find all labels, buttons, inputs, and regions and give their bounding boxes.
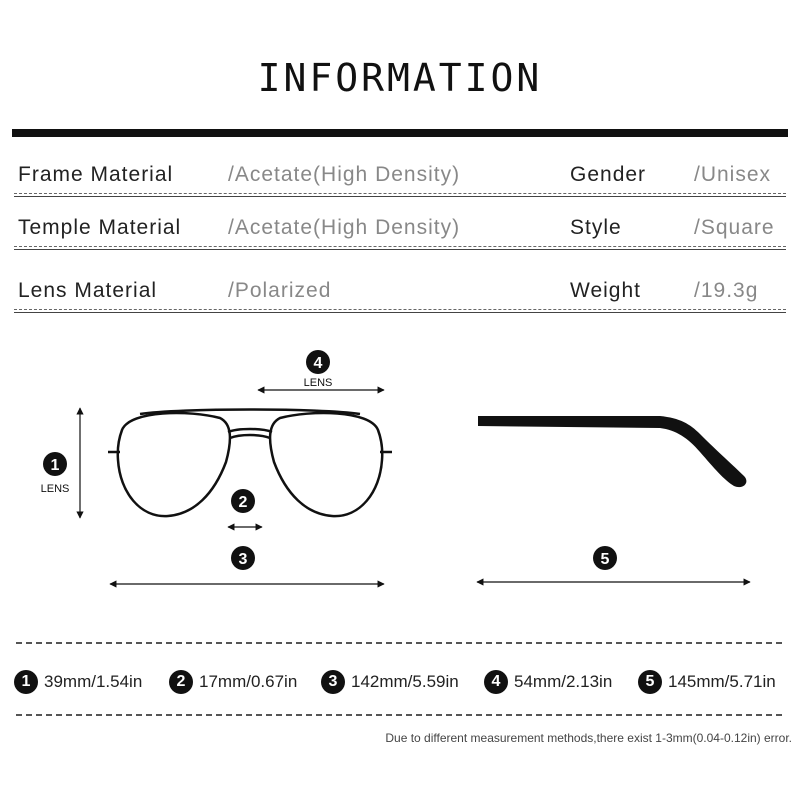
gender-label: Gender: [570, 163, 647, 186]
measurement-disclaimer: Due to different measurement methods,there exist 1-3mm(0.04-0.12in) error.: [385, 731, 792, 745]
weight-label: Weight: [570, 279, 641, 302]
frame-material-label: Frame Material: [18, 163, 174, 186]
style-label: Style: [570, 216, 622, 239]
glasses-diagram: [0, 340, 800, 610]
info-row-lens: [18, 279, 780, 313]
lens-material-label: Lens Material: [18, 279, 158, 302]
spec-lens-width: [484, 670, 612, 694]
marker-1: 1: [50, 457, 60, 474]
spec-4-badge: 4: [484, 670, 508, 694]
measurements-bar: [14, 670, 800, 700]
temple-material-label: Temple Material: [18, 216, 182, 239]
temple-material-value: /Acetate(High Density): [228, 216, 461, 239]
spec-bridge: [169, 670, 297, 694]
spec-temple-length: [638, 670, 776, 694]
spec-2-value: 17mm/0.67in: [199, 672, 298, 691]
marker-4: 4: [313, 355, 323, 372]
specs-top-divider: [16, 642, 782, 644]
info-row-frame: [18, 163, 780, 197]
spec-2-badge: 2: [169, 670, 193, 694]
spec-3-badge: 3: [321, 670, 345, 694]
marker-5: 5: [600, 551, 610, 568]
spec-3-value: 142mm/5.59in: [351, 672, 459, 691]
marker-1-lens-label: LENS: [40, 483, 70, 495]
spec-4-value: 54mm/2.13in: [514, 672, 613, 691]
marker-2: 2: [238, 494, 248, 511]
row-divider: [14, 193, 786, 197]
spec-5-badge: 5: [638, 670, 662, 694]
row-divider: [14, 246, 786, 250]
frame-material-value: /Acetate(High Density): [228, 163, 461, 186]
spec-1-badge: 1: [14, 670, 38, 694]
title-divider: [12, 129, 788, 137]
gender-value: /Unisex: [694, 163, 772, 186]
glasses-temple-view: [478, 416, 746, 487]
spec-lens-height: [14, 670, 142, 694]
info-row-temple: [18, 216, 780, 250]
specs-bottom-divider: [16, 714, 782, 716]
lens-material-value: /Polarized: [228, 279, 332, 302]
spec-1-value: 39mm/1.54in: [44, 672, 143, 691]
marker-4-lens-label: LENS: [303, 377, 333, 389]
spec-5-value: 145mm/5.71in: [668, 672, 776, 691]
page-title: INFORMATION: [257, 56, 543, 100]
spec-frame-width: [321, 670, 459, 694]
weight-value: /19.3g: [694, 279, 759, 302]
row-divider: [14, 309, 786, 313]
marker-3: 3: [238, 551, 248, 568]
style-value: /Square: [694, 216, 775, 239]
